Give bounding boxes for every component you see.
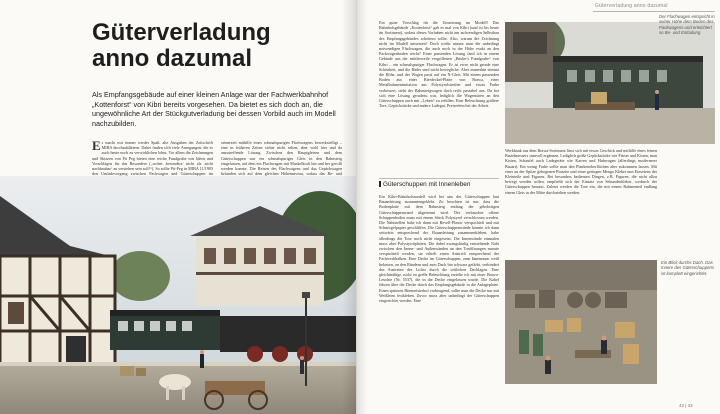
page-numbers: 42 | 43 [679,403,693,408]
lead-paragraph: Als Empfangsgebäude auf einer kleinen Anlage war der Fachwerkbahnhof „Kottenforst“ von Kibri bereits vorgesehen. Da bietet es sich doch an, die ungewöhnliche Art der Stückgutverladung bei dessen Vorbild auch im Modell nachzubilden. [92,90,336,128]
flatcar-photo [505,22,715,144]
gutter-shadow-right [357,0,367,414]
right-body-top: Ein guter Vorschlag für die Umsetzung im Modell! Das Bahnhofsgebäude „Kottenforst“ gab es mal von Kibri (und ist bis heute im Sortiment), sodass dieses Vorhaben nicht am aufwendigen Selbstbau des Empfangsgebäudes scheitern sollte. Also, warum die Zeichnung nicht im Modell umsetzen? Doch wofür nimmt man die unbedingt notwendigen Flachwagen, die auch noch in der Höhe exakt an den Packwagenboden reicht? Einer passenden Lösung fand ich in einem Gebinde aus der mittlerweile vergriffenen „Bauler's Fundgrube“ von Kibri – ein schmalspuriger Flachwagen. Er ist zwar nicht gerade eine Schönheit, und die Räder sind nicht bewegliche. Aber immerhin stimmt die Höhe, und der Wagen passt auf ein N-Gleis. Mit einem passenden Boden aus einer Bierdeckel-Platte von Brawa, einer Metallrahmenimitation aus Polystyrolstreifen und etwas Farbe verbessert, steht der Bahnsteigwagen doch recht passabel aus. Da bot sich eine Lösung geradezu war, lediglich die Wagentüren an den Güterschuppen auch mit „Leben“ zu erfüllen. Eine Beleuchtung größere Tore, Gepäckstücke und andere Ladegut, Preiserlein bei der Arbeit. [379,20,499,109]
caption-flatcar: Der Flachwagen entspricht in seiner Höhe dem Boden des Packwagens und erleichtert so Be- und Entladung [659,14,715,36]
section-bar [379,181,381,187]
goods-shed-interior-photo [505,260,657,384]
caption-interior: Ein Blick durchs Dach. Das Innere des Güterschuppens ist komplett eingerichtet. [661,260,715,276]
left-page [0,0,356,414]
left-column-1-text: s macht mir immer wieder Spaß, alte Ausgaben der Zeitschrift MIBA durchzublättern. Dabei finden sich viele Anregungen, die es auch heute noch zu verwirklichen lohnt. Vor allem die Zeichnungen und Skizzen von Pit Peg bieten eine reiche Fundgrube von Ideen und Vorschlägen für das Besondere („wobei ,besonders‘ nicht als ,nicht nachbaubar‘ zu verstehen sein soll!“). So sollte Pit-Peg in MIBA 11/1983 den Umladevorgang zwischen Packwagen und Güterschuppen im [92,140,213,177]
left-column-2: seinerzeit mithilfe eines schmalspurigen Flachwagens bewerkstelligt – eine in früheren Zeiten sicher nicht selten, aber wohl hier und da anzutreffende Lösung. Zwischen den Hauptgleisen und dem Güterschuppen war ein schmalspuriges Gleis in den Bahnsteig eingelassen, auf dem ein Flachwagen mit Muskelkraft hin und her gerollt werden konnte. Die Reisen des Flachwagens und das Gepäckwagen befanden sich auf dem gleichen Höhenniveau, sodass das Be- und [221,140,342,177]
article-title [92,20,342,72]
station-scene-photo [0,176,356,414]
section-heading [379,178,499,188]
running-head-rule [593,11,715,12]
title-line-1: Güterverladung [92,19,271,46]
section-heading-text: Güterschuppen mit Innenleben [383,181,471,188]
right-body-right: Werkbank aus dem Brawa-Sortiment lässt sich mit etwas Geschick und mithilfe eines feinen Bastelmessers sinnvoll ergänzen. Lediglich größe Gepäckstücke wie Fässer und Kisten, man Kisten, Schaufel auch Ladegeräte wie Karren und Hubwagen (allerdings modernerer Bauart). Ein wenig Farbe sollte man den Plankenoberflächen aber zukommen lassen. Mit einer an der Spitze gebogenen Pinzette und einer geringen Menge Kleber nun Einsetzen der Kleinteile und Figuren. Bei besonders bedienten Dingen, z.B. Figuren, die nicht allzu bewegt werden sollen, empfiehlt sich der Einsatz von Sekundenkleber, wodurch der Güterschuppen benutzt. Zuletzt werden die Tore ein, die mit einem Rahmenteil endlang einem Gleis in der Mitte durchziehen werden. [505,148,657,195]
title-line-2: anno dazumal [92,45,253,72]
running-head: Güterverladung anno dazumal [595,3,668,9]
right-body-mid: Ein Kibri-Bahnhofsmodell wird bei uns der Güterschuppen laut Bauanleitung zusammengeklebt. Zu beachten ist nur, dass die Bodenplatte mit dem Bahnsteig entlang der gebohrtigen Güterschuppenwand abgetrennt wird. Der verbauchte offene Schuppenboden muss mit einem Stück Polystyrol verschlossen werden. Die Nahtstellen habe ich dann mit Revell-Plastic verspachtelt und mit Schmirgelpapier geschliffen. Die Güterschuppenwände konnte ich dann seitwärts entsprechend der Bauanleitung zusammenkleben, habe allerdings die Tore noch nicht eingesetzt. Die Innenwände einmalen muss aber Polystyrolplatten. Die dabei zwangsläufig entstehende Naht zwischen den Innen- und Außenwänden an den Toröffnungen musste verspachtelt werden, sie erhielt einen Anstrich entsprechend der Fachwerkbalken. Eine Decke im Güterschuppen, zum Innenraum weiß belassen, an den Rändern und zum Dach hin schwarz gefärbt, verhindert das Austreten des Lichts durch die seitlichen Dachlagen. Eine gleichmäßige, nicht zu grelle Beleuchtung erzielte ich mit einer Brawa-Leuchte (Nr. 5537), die in die Decke eingelassen wurde. Die Kabel führen über die Decke durch das Empfangsgebäude in die Anlageplatte. Einen späteren Bitemeisterhof vorbeugend, sollte man die Decke nur mit Weißleim festkleben. Zuvor muss aber unbedingt der Güterschuppen eingerichtet werden. Eine [379,194,499,304]
drop-cap: E [92,138,101,153]
right-page [356,0,720,414]
